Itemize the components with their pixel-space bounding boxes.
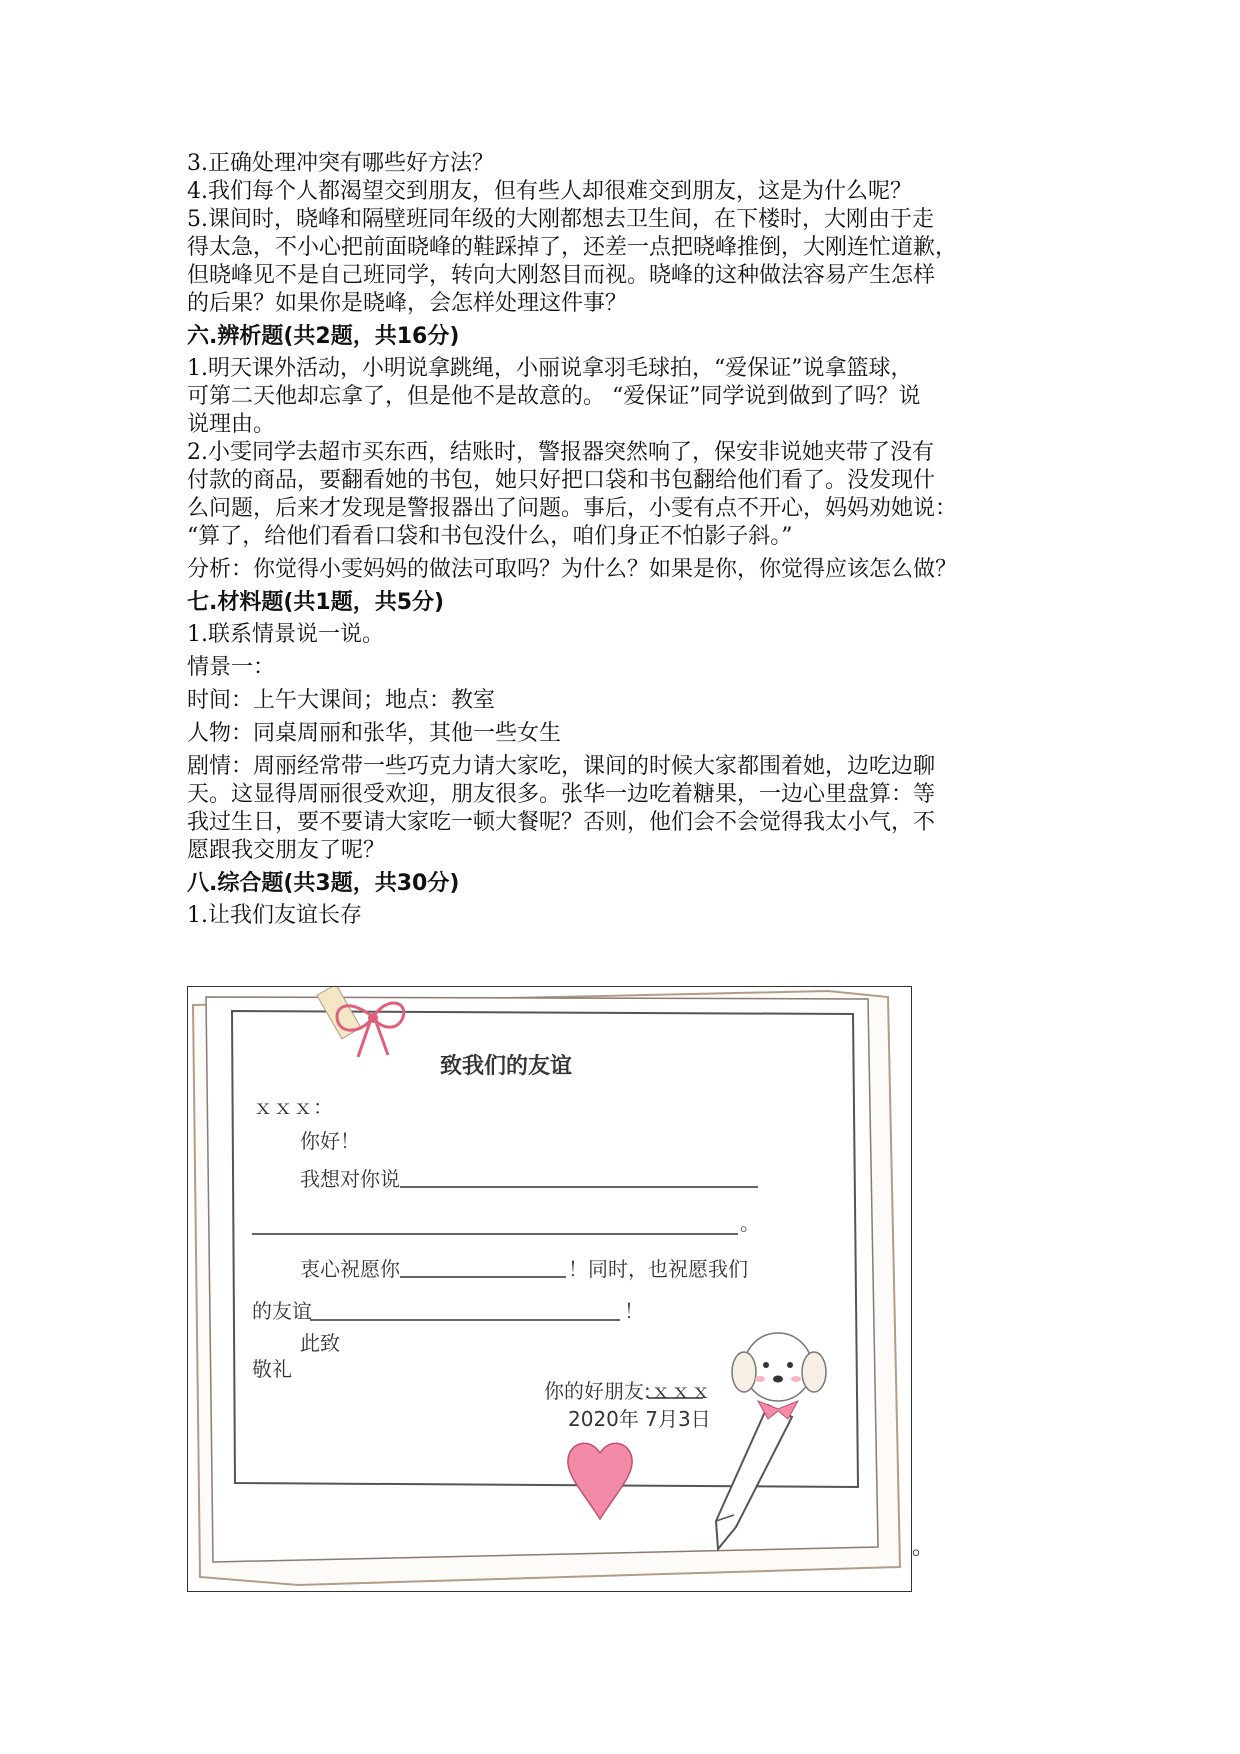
section-6-title: 六.辨析题(共2题，共16分) — [187, 324, 460, 349]
question-3: 3.正确处理冲突有哪些好方法？ — [187, 151, 494, 176]
section-6-q1-line: 可第二天他却忘拿了，但是他不是故意的。 “爱保证”同学说到做到了吗？说 — [187, 384, 921, 409]
section-7-plot-line: 愿跟我交朋友了呢？ — [187, 838, 386, 863]
letter-friendship: 的友谊 — [252, 1299, 312, 1323]
section-6-q2-line: 2.小雯同学去超市买东西，结账时，警报器突然响了，保安非说她夹带了没有 — [187, 440, 934, 465]
section-7-plot — [187, 753, 1067, 865]
section-7-people: 人物：同桌周丽和张华，其他一些女生 — [187, 721, 562, 746]
letter-period: 。 — [740, 1211, 760, 1235]
section-7-scene: 情景一： — [187, 655, 276, 680]
trailing-period: 。 — [912, 1535, 935, 1560]
section-6-q2-line: 么问题，后来才发现是警报器出了问题。事后，小雯有点不开心，妈妈劝她说： — [187, 496, 958, 521]
question-5-line: 5.课间时，晓峰和隔壁班同年级的大刚都想去卫生间，在下楼时，大刚由于走 — [187, 207, 934, 232]
letter-hello: 你好！ — [300, 1129, 360, 1153]
letter-excl: ！ — [624, 1299, 644, 1323]
letter-want-to-say: 我想对你说 — [300, 1167, 400, 1191]
letter-signature: 你的好朋友:ｘｘｘ — [544, 1379, 711, 1403]
section-6-q2-line: “算了，给他们看看口袋和书包没什么，咱们身正不怕影子斜。” — [187, 524, 793, 549]
section-7-plot-line: 我过生日，要不要请大家吃一顿大餐呢？否则，他们会不会觉得我太小气，不 — [187, 810, 936, 835]
letter-jingli: 敬礼 — [252, 1357, 292, 1381]
section-6-q1-line: 说理由。 — [187, 412, 276, 437]
letter-cizhi: 此致 — [300, 1331, 340, 1355]
section-7-time: 时间：上午大课间；地点：教室 — [187, 688, 496, 713]
question-5-line: 得太急，不小心把前面晓峰的鞋踩掉了，还差一点把晓峰推倒，大刚连忙道歉， — [187, 235, 958, 260]
section-6-analysis: 分析：你觉得小雯妈妈的做法可取吗？为什么？如果是你，你觉得应该怎么做？ — [187, 557, 958, 582]
question-4: 4.我们每个人都渴望交到朋友，但有些人却很难交到朋友，这是为什么呢？ — [187, 179, 912, 204]
section-7-plot-line: 剧情：周丽经常带一些巧克力请大家吃，课间的时候大家都围着她，边吃边聊 — [187, 754, 936, 779]
question-5-line: 但晓峰见不是自己班同学，转向大刚怒目而视。晓峰的这种做法容易产生怎样 — [187, 263, 936, 288]
letter-greeting: ｘｘｘ： — [253, 1095, 333, 1119]
section-6-q2 — [187, 439, 1067, 551]
section-6-q1-line: 1.明天课外活动，小明说拿跳绳，小丽说拿羽毛球拍，“爱保证”说拿篮球， — [187, 356, 913, 381]
section-8-title: 八.综合题(共3题，共30分) — [187, 871, 460, 896]
question-5-line: 的后果？如果你是晓峰，会怎样处理这件事？ — [187, 291, 628, 316]
question-content — [187, 150, 1067, 930]
letter-wish-tail: ！同时，也祝愿我们 — [568, 1257, 748, 1281]
letter-date: 2020年 7月3日 — [568, 1407, 711, 1431]
letter-wish-you: 衷心祝愿你 — [300, 1257, 400, 1281]
section-7-plot-line: 天。这显得周丽很受欢迎，朋友很多。张华一边吃着糖果，一边心里盘算：等 — [187, 782, 936, 807]
section-7-q1: 1.联系情景说一说。 — [187, 622, 384, 647]
friendship-letter-image — [187, 986, 912, 1592]
section-6-q2-line: 付款的商品，要翻看她的书包，她只好把口袋和书包翻给他们看了。没发现什 — [187, 468, 936, 493]
section-7-title: 七.材料题(共1题，共5分) — [187, 590, 445, 615]
section-6-q1 — [187, 355, 1067, 439]
section-8-q1: 1.让我们友谊长存 — [187, 903, 362, 928]
letter-title: 致我们的友谊 — [440, 1054, 573, 1079]
question-5 — [187, 206, 1067, 318]
